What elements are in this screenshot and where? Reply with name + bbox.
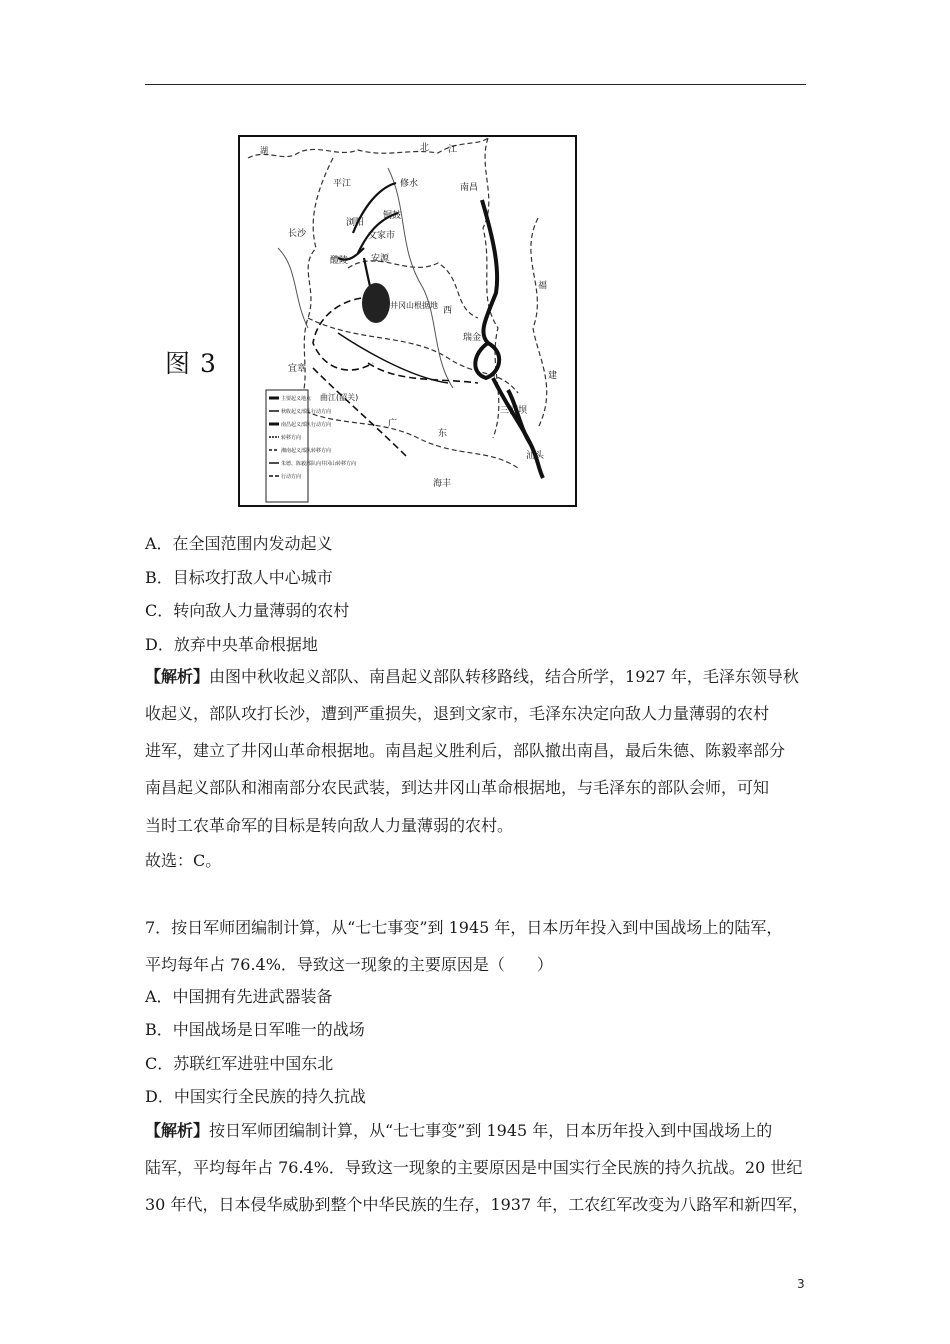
svg-text:广: 广 (388, 419, 398, 429)
figure-label: 图 3 (165, 349, 217, 378)
q7-option-c: C．苏联红军进驻中国东北 (145, 1054, 334, 1073)
q7-stem-line: 7．按日军师团编制计算，从“七七事变”到 1945 年，日本历年投入到中国战场上的陆军， (145, 918, 783, 937)
q6-analysis-line: 当时工农革命军的目标是转向敌人力量薄弱的农村。 (145, 816, 514, 835)
svg-text:秋收起义部队行动方向: 秋收起义部队行动方向 (281, 409, 332, 415)
q6-analysis-line: 南昌起义部队和湘南部分农民武装，到达井冈山革命根据地，与毛泽东的部队会师，可知 (145, 778, 770, 797)
q6-option-d: D．放弃中央革命根据地 (145, 635, 318, 654)
svg-text:曲江(韶关): 曲江(韶关) (320, 393, 359, 402)
header-rule (145, 84, 806, 85)
svg-text:转移方向: 转移方向 (281, 435, 302, 441)
q7-analysis-line: 陆军，平均每年占 76.4%．导致这一现象的主要原因是中国实行全民族的持久抗战。20 世纪 (145, 1158, 803, 1177)
svg-text:浏阳: 浏阳 (346, 218, 365, 228)
svg-text:长沙: 长沙 (288, 229, 307, 239)
q6-analysis-line: 收起义，部队攻打长沙，遭到严重损失，退到文家市，毛泽东决定向敌人力量薄弱的农村 (145, 704, 770, 723)
q6-answer: 故选：C。 (145, 851, 222, 870)
svg-text:三河坝: 三河坝 (500, 406, 528, 416)
svg-text:北: 北 (420, 143, 430, 153)
svg-text:醴陵: 醴陵 (330, 256, 349, 266)
q7-option-b: B．中国战场是日军唯一的战场 (145, 1020, 365, 1039)
q7-option-a: A．中国拥有先进武器装备 (145, 987, 333, 1006)
q6-analysis-line: 进军，建立了井冈山革命根据地。南昌起义胜利后，部队撤出南昌，最后朱德、陈毅率部分 (145, 741, 786, 760)
historical-route-map (238, 128, 578, 508)
analysis-tag: 【解析】 (145, 1121, 210, 1140)
svg-text:江: 江 (448, 145, 458, 155)
svg-text:海丰: 海丰 (433, 479, 452, 489)
svg-text:朱德、陈毅部队向井冈山转移方向: 朱德、陈毅部队向井冈山转移方向 (281, 461, 357, 467)
svg-text:铜鼓: 铜鼓 (383, 211, 402, 221)
analysis-tag: 【解析】 (145, 667, 210, 686)
q6-option-c: C．转向敌人力量薄弱的农村 (145, 601, 350, 620)
svg-text:安源: 安源 (371, 254, 390, 264)
svg-text:平江: 平江 (333, 179, 352, 189)
svg-text:宜章: 宜章 (288, 364, 307, 374)
q6-analysis-line: 【解析】由图中秋收起义部队、南昌起义部队转移路线，结合所学，1927 年，毛泽东领导秋 (145, 667, 799, 686)
q6-option-b: B．目标攻打敌人中心城市 (145, 568, 333, 587)
q7-stem-line: 平均每年占 76.4%．导致这一现象的主要原因是（ ） (145, 955, 553, 974)
svg-text:建: 建 (548, 371, 558, 381)
q7-analysis-line: 30 年代，日本侵华威胁到整个中华民族的生存，1937 年，工农红军改变为八路军和新四军， (145, 1195, 809, 1214)
svg-text:行动方向: 行动方向 (281, 474, 302, 480)
svg-text:南昌起义部队行动方向: 南昌起义部队行动方向 (281, 422, 332, 428)
svg-text:汕头: 汕头 (526, 451, 545, 461)
svg-text:南昌: 南昌 (460, 183, 479, 193)
page-number: 3 (797, 1277, 805, 1291)
svg-text:福: 福 (538, 281, 548, 291)
base-area (362, 283, 390, 323)
q7-option-d: D．中国实行全民族的持久抗战 (145, 1087, 366, 1106)
svg-text:文家市: 文家市 (368, 231, 396, 241)
svg-text:湖: 湖 (260, 146, 268, 155)
svg-text:东: 东 (438, 429, 448, 439)
svg-text:修水: 修水 (400, 179, 419, 189)
svg-text:主要起义地点: 主要起义地点 (281, 396, 312, 402)
q6-option-a: A．在全国范围内发动起义 (145, 534, 333, 553)
svg-text:西: 西 (443, 306, 453, 316)
svg-text:瑞金: 瑞金 (463, 333, 482, 343)
q7-analysis-line: 【解析】按日军师团编制计算，从“七七事变”到 1945 年，日本历年投入到中国战场上的 (145, 1121, 773, 1140)
svg-text:湘南起义部队转移方向: 湘南起义部队转移方向 (281, 448, 332, 454)
svg-text:井冈山根据地: 井冈山根据地 (390, 301, 438, 310)
